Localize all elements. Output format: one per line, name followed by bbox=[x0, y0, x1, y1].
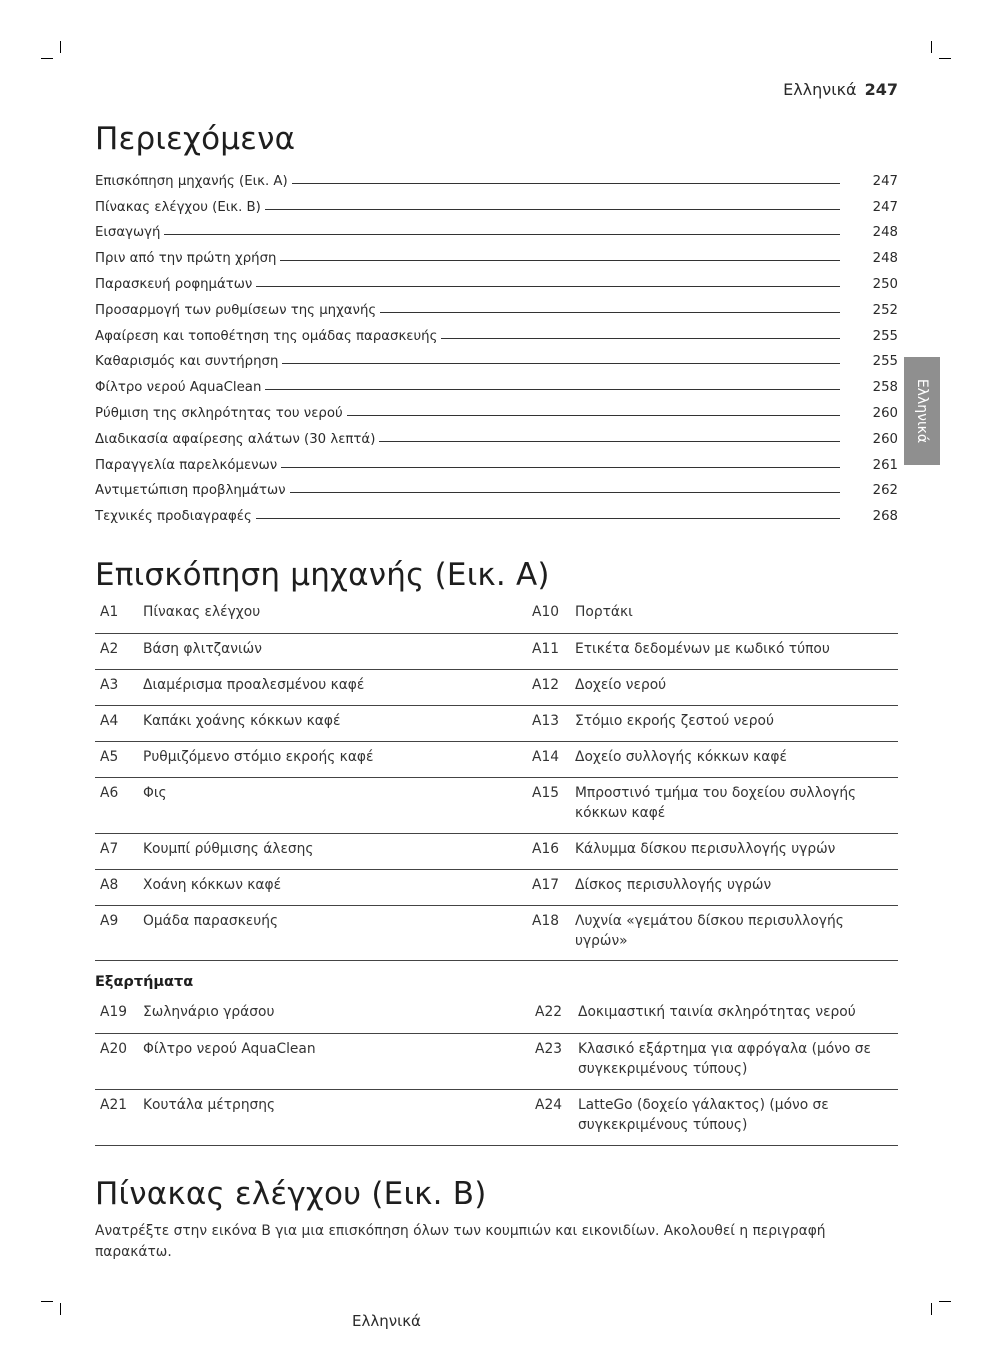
part-label: LatteGo (δοχείο γάλακτος) (μόνο σε συγκεκριμένους τύπους) bbox=[578, 1089, 898, 1145]
toc-entry-page: 250 bbox=[872, 276, 898, 292]
toc-entry[interactable] bbox=[95, 189, 898, 215]
part-label: Δίσκος περισυλλογής υγρών bbox=[575, 869, 898, 905]
toc-entry-title: Προσαρμογή των ρυθμίσεων της μηχανής bbox=[95, 302, 377, 318]
part-code: A4 bbox=[95, 705, 143, 741]
toc-leader-line bbox=[379, 441, 840, 442]
part-code: A9 bbox=[95, 905, 143, 960]
toc-entry-page: 255 bbox=[872, 354, 898, 370]
part-label: Καπάκι χοάνης κόκκων καφέ bbox=[143, 705, 527, 741]
crop-mark bbox=[41, 1301, 53, 1302]
part-label: Φις bbox=[143, 777, 527, 833]
part-code: A21 bbox=[95, 1089, 143, 1145]
crop-mark bbox=[931, 41, 932, 53]
toc-entry-title: Επισκόπηση μηχανής (Εικ. A) bbox=[95, 173, 288, 189]
crop-mark bbox=[931, 1303, 932, 1315]
toc-entry-page: 247 bbox=[872, 199, 898, 215]
part-code: A23 bbox=[530, 1033, 578, 1089]
part-label: Δοχείο συλλογής κόκκων καφέ bbox=[575, 741, 898, 777]
toc-entry[interactable] bbox=[95, 344, 898, 370]
parts-row bbox=[95, 633, 898, 669]
part-label: Μπροστινό τμήμα του δοχείου συλλογής κόκκων καφέ bbox=[575, 777, 898, 833]
toc-entry-title: Τεχνικές προδιαγραφές bbox=[95, 509, 252, 525]
language-side-tab bbox=[904, 357, 940, 465]
part-code: A16 bbox=[527, 833, 575, 869]
parts-row bbox=[95, 597, 898, 633]
toc-entry-title: Παραγγελία παρελκόμενων bbox=[95, 457, 278, 473]
toc-entry-page: 262 bbox=[872, 483, 898, 499]
part-label: Στόμιο εκροής ζεστού νερού bbox=[575, 705, 898, 741]
part-code: A3 bbox=[95, 669, 143, 705]
parts-row bbox=[95, 741, 898, 777]
toc-entry[interactable] bbox=[95, 292, 898, 318]
toc-entry-page: 248 bbox=[872, 225, 898, 241]
control-panel-title: Πίνακας ελέγχου (Εικ. B) bbox=[95, 1176, 487, 1212]
part-code: A17 bbox=[527, 869, 575, 905]
part-label: Κλασικό εξάρτημα για αφρόγαλα (μόνο σε συγκεκριμένους τύπους) bbox=[578, 1033, 898, 1089]
toc-entry-page: 261 bbox=[872, 457, 898, 473]
toc-entry-page: 248 bbox=[872, 251, 898, 267]
toc-entry-page: 258 bbox=[872, 380, 898, 396]
part-label: Διαμέρισμα προαλεσμένου καφέ bbox=[143, 669, 527, 705]
part-code: A12 bbox=[527, 669, 575, 705]
crop-mark bbox=[939, 58, 951, 59]
part-code: A6 bbox=[95, 777, 143, 833]
part-label: Πορτάκι bbox=[575, 597, 898, 633]
toc-leader-line bbox=[256, 518, 840, 519]
part-code: A2 bbox=[95, 633, 143, 669]
toc-leader-line bbox=[380, 312, 840, 313]
toc-entry[interactable] bbox=[95, 498, 898, 524]
parts-row bbox=[95, 1033, 898, 1089]
toc-leader-line bbox=[441, 338, 840, 339]
part-code: A20 bbox=[95, 1033, 143, 1089]
toc-entry[interactable] bbox=[95, 240, 898, 266]
toc-leader-line bbox=[347, 415, 840, 416]
part-label: Πίνακας ελέγχου bbox=[143, 597, 527, 633]
header-language: Ελληνικά bbox=[783, 80, 857, 99]
part-code: A11 bbox=[527, 633, 575, 669]
crop-mark bbox=[60, 1303, 61, 1315]
part-label: Κάλυμμα δίσκου περισυλλογής υγρών bbox=[575, 833, 898, 869]
part-label: Βάση φλιτζανιών bbox=[143, 633, 527, 669]
part-label: Λυχνία «γεμάτου δίσκου περισυλλογής υγρών» bbox=[575, 905, 898, 960]
part-code: A22 bbox=[530, 997, 578, 1033]
toc-entry[interactable] bbox=[95, 215, 898, 241]
toc-entry[interactable] bbox=[95, 395, 898, 421]
part-label: Σωληνάριο γράσου bbox=[143, 997, 530, 1033]
toc-leader-line bbox=[280, 260, 840, 261]
page-header bbox=[783, 80, 898, 99]
toc-entry-title: Φίλτρο νερού AquaClean bbox=[95, 380, 262, 396]
overview-title: Επισκόπηση μηχανής (Εικ. A) bbox=[95, 557, 550, 593]
toc-entry-title: Αντιμετώπιση προβλημάτων bbox=[95, 483, 286, 499]
toc-entry-page: 260 bbox=[872, 405, 898, 421]
part-label: Κουμπί ρύθμισης άλεσης bbox=[143, 833, 527, 869]
part-code: A1 bbox=[95, 597, 143, 633]
overview-parts-table bbox=[95, 597, 898, 961]
crop-mark bbox=[41, 58, 53, 59]
side-tab-label: Ελληνικά bbox=[914, 378, 931, 444]
toc-entry-title: Πίνακας ελέγχου (Εικ. B) bbox=[95, 199, 261, 215]
part-code: A10 bbox=[527, 597, 575, 633]
toc-leader-line bbox=[265, 389, 840, 390]
toc-entry-title: Εισαγωγή bbox=[95, 225, 161, 241]
toc-entry-title: Πριν από την πρώτη χρήση bbox=[95, 251, 277, 267]
toc-entry-page: 252 bbox=[872, 302, 898, 318]
parts-row bbox=[95, 833, 898, 869]
toc-entry-title: Ρύθμιση της σκληρότητας του νερού bbox=[95, 405, 343, 421]
part-label: Ομάδα παρασκευής bbox=[143, 905, 527, 960]
toc-entry-title: Καθαρισμός και συντήρηση bbox=[95, 354, 279, 370]
control-panel-intro: Ανατρέξτε στην εικόνα B για μια επισκόπηση όλων των κουμπιών και εικονιδίων. Ακολουθεί η περιγραφή παρακάτω. bbox=[95, 1223, 826, 1260]
parts-row bbox=[95, 1089, 898, 1145]
header-page-number: 247 bbox=[864, 80, 898, 99]
part-code: A7 bbox=[95, 833, 143, 869]
part-label: Δοχείο νερού bbox=[575, 669, 898, 705]
part-label: Ρυθμιζόμενο στόμιο εκροής καφέ bbox=[143, 741, 527, 777]
parts-row bbox=[95, 777, 898, 833]
toc-entry-title: Αφαίρεση και τοποθέτηση της ομάδας παρασκευής bbox=[95, 328, 438, 344]
toc-entry-page: 247 bbox=[872, 173, 898, 189]
toc-entry[interactable] bbox=[95, 318, 898, 344]
crop-mark bbox=[60, 41, 61, 53]
accessories-title: Εξαρτήματα bbox=[95, 974, 194, 990]
part-code: A15 bbox=[527, 777, 575, 833]
part-code: A24 bbox=[530, 1089, 578, 1145]
toc-entry[interactable] bbox=[95, 473, 898, 499]
toc-title: Περιεχόμενα bbox=[95, 121, 296, 157]
part-label: Χοάνη κόκκων καφέ bbox=[143, 869, 527, 905]
part-code: A19 bbox=[95, 997, 143, 1033]
part-label: Φίλτρο νερού AquaClean bbox=[143, 1033, 530, 1089]
table-of-contents bbox=[95, 163, 898, 524]
parts-row bbox=[95, 905, 898, 960]
crop-mark bbox=[939, 1301, 951, 1302]
toc-entry[interactable] bbox=[95, 421, 898, 447]
part-code: A5 bbox=[95, 741, 143, 777]
toc-entry-title: Παρασκευή ροφημάτων bbox=[95, 276, 253, 292]
toc-entry[interactable] bbox=[95, 266, 898, 292]
parts-row bbox=[95, 669, 898, 705]
toc-entry-page: 255 bbox=[872, 328, 898, 344]
toc-leader-line bbox=[164, 234, 840, 235]
parts-row bbox=[95, 997, 898, 1033]
parts-row bbox=[95, 869, 898, 905]
toc-entry[interactable] bbox=[95, 447, 898, 473]
toc-leader-line bbox=[290, 492, 840, 493]
part-code: A18 bbox=[527, 905, 575, 960]
toc-leader-line bbox=[265, 209, 840, 210]
part-code: A8 bbox=[95, 869, 143, 905]
part-label: Κουτάλα μέτρησης bbox=[143, 1089, 530, 1145]
parts-row bbox=[95, 705, 898, 741]
toc-leader-line bbox=[256, 286, 840, 287]
part-code: A13 bbox=[527, 705, 575, 741]
part-code: A14 bbox=[527, 741, 575, 777]
page-footer: Ελληνικά bbox=[352, 1312, 421, 1330]
toc-leader-line bbox=[282, 363, 840, 364]
part-label: Δοκιμαστική ταινία σκληρότητας νερού bbox=[578, 997, 898, 1033]
toc-entry[interactable] bbox=[95, 369, 898, 395]
toc-entry-title: Διαδικασία αφαίρεσης αλάτων (30 λεπτά) bbox=[95, 431, 376, 447]
toc-entry-page: 260 bbox=[872, 431, 898, 447]
toc-entry-page: 268 bbox=[872, 509, 898, 525]
toc-leader-line bbox=[292, 183, 840, 184]
toc-entry[interactable] bbox=[95, 163, 898, 189]
accessories-table bbox=[95, 997, 898, 1146]
part-label: Ετικέτα δεδομένων με κωδικό τύπου bbox=[575, 633, 898, 669]
toc-leader-line bbox=[281, 467, 840, 468]
